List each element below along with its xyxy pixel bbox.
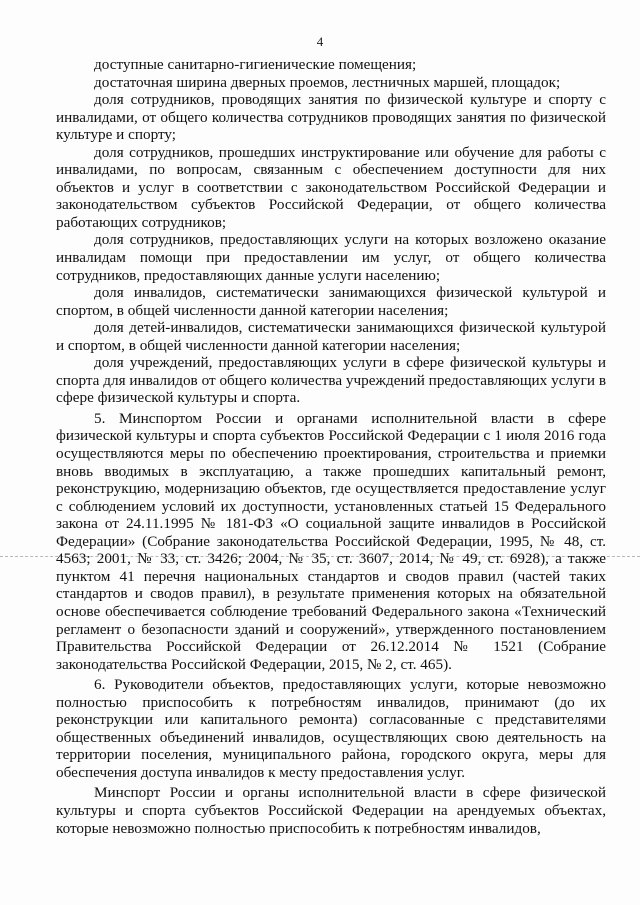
document-body (56, 56, 606, 837)
page-number: 4 (316, 34, 324, 49)
paragraph-staff-training-share: доля сотрудников, прошедших инструктирование или обучение для работы с инвалидами, по вопросам, связанным с обеспечением доступности для них объектов и услуг в соответствии с законодательством Российской Федерации и законодательством субъектов Российской Федерации, от общего количества работающих сотрудников; (56, 143, 606, 231)
paragraph-minsport-leased: Минспорт России и органы исполнительной власти в сфере физической культуры и спорта субъектов Российской Федерации на арендуемых объектах, которые невозможно полностью приспособить к потребностям инвалидов, (56, 784, 606, 837)
paragraph-sanitary-rooms: доступные санитарно-гигиенические помещения; (94, 56, 417, 73)
paragraph-children-sport-share: доля детей-инвалидов, систематически занимающихся физической культурой и спортом, в общей численности данной категории населения; (56, 319, 606, 354)
paragraph-section-5: 5. Минспортом России и органами исполнительной власти в сфере физической культуры и спорта субъектов Российской Федерации с 1 июля 2016 года осуществляются меры по обеспечению проектирования, строительства и приемки вновь вводимых в эксплуатацию, а также прошедших капитальный ремонт, реконструкцию, модернизацию объектов, где осуществляется предоставление услуг с соблюдением условий их доступности, установленных статьей 15 Федерального закона от 24.11.1995 № 181-ФЗ «О социальной защите инвалидов в Российской Федерации» (Собрание законодательства Российской Федерации, 1995, № 48, ст. 4563; 2001, № 33, ст. 3426; 2004, № 35, ст. 3607, 2014, № 49, ст. 6928), а также пунктом 41 перечня национальных стандартов и сводов правил (частей таких стандартов и сводов правил), в результате применения которых на обязательной основе обеспечивается соблюдение требований Федерального закона «Технический регламент о безопасности зданий и сооружений», утвержденного постановлением Правительства Российской Федерации от 26.12.2014 № 1521 (Собрание законодательства Российской Федерации, 2015, № 2, ст. 465). (56, 409, 606, 673)
paragraph-door-width: достаточная ширина дверных проемов, лестничных маршей, площадок; (94, 73, 561, 91)
paragraph-section-6: 6. Руководители объектов, предоставляющих услуги, которые невозможно полностью приспособить к потребностям инвалидов, принимают (до их реконструкции или капитального ремонта) согласованные с представителями общественных объединений инвалидов, осуществляющих свою деятельность на территории поселения, муниципального района, городского округа, меры для обеспечения доступа инвалидов к месту предоставления услуг. (56, 676, 606, 781)
paragraph-staff-assistance-share: доля сотрудников, предоставляющих услуги на которых возложено оказание инвалидам помощи при предоставлении им услуг, от общего количества сотрудников, предоставляющих данные услуги населению; (56, 231, 606, 284)
paragraph-institutions-share: доля учреждений, предоставляющих услуги в сфере физической культуры и спорта для инвалидов от общего количества учреждений предоставляющих услуги в сфере физической культуры и спорта. (56, 354, 606, 407)
paragraph-staff-sport-share: доля сотрудников, проводящих занятия по физической культуре и спорту с инвалидами, от общего количества сотрудников проводящих занятия по физической культуре и спорту; (56, 91, 606, 144)
paragraph-disabled-sport-share: доля инвалидов, систематически занимающихся физической культурой и спортом, в общей численности данной категории населения; (56, 284, 606, 319)
